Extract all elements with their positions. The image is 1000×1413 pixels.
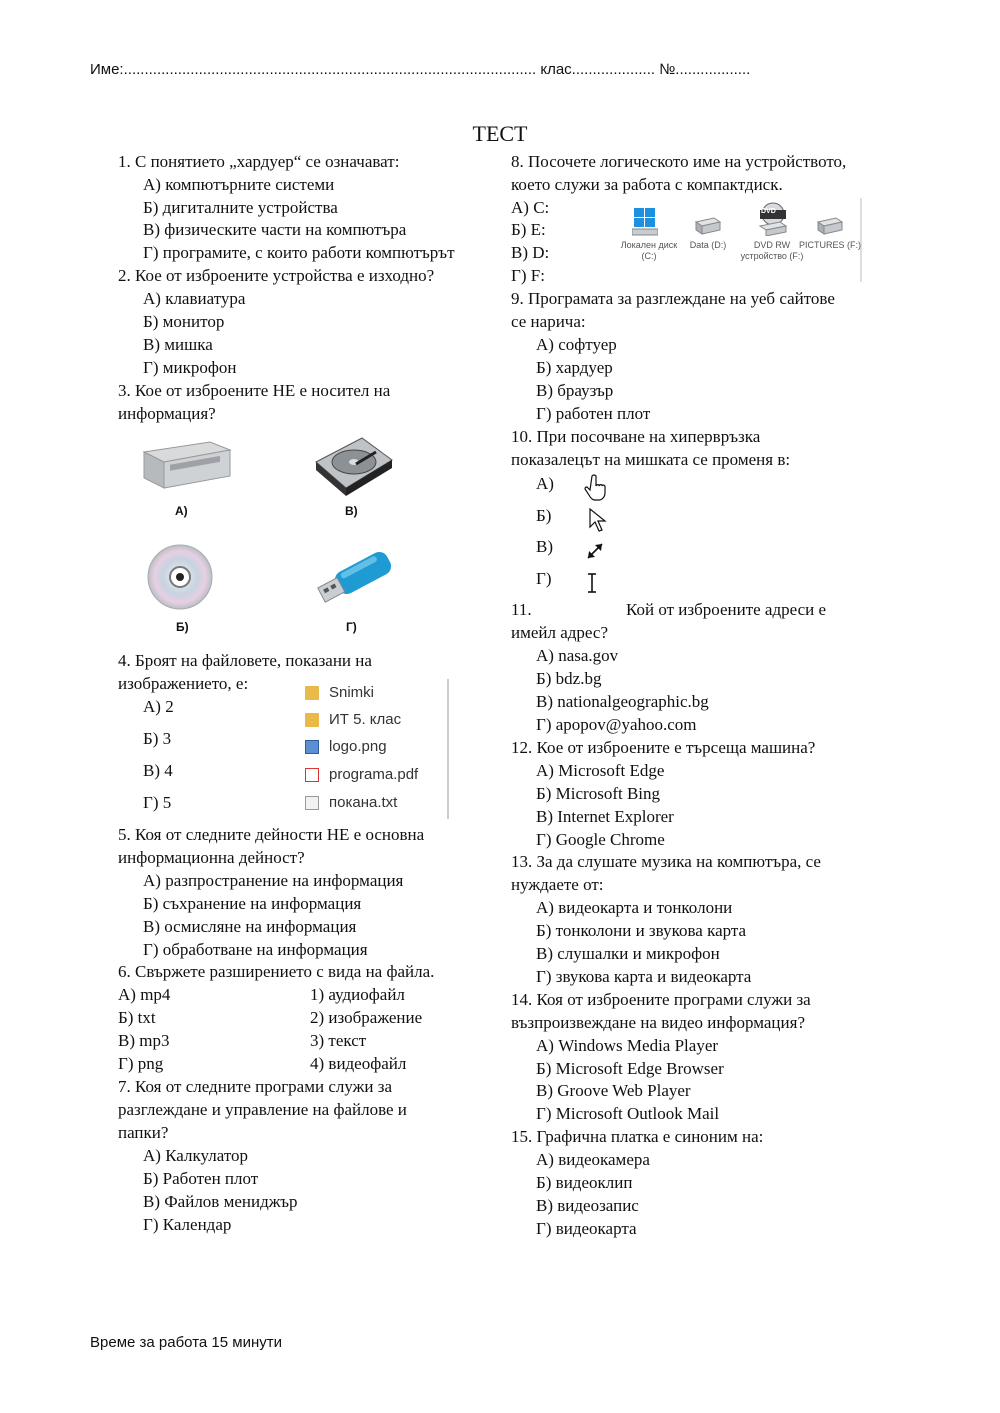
file-row (305, 681, 374, 705)
q13-option-a[interactable]: А) видеокарта и тонколони (536, 898, 733, 917)
q9-option-b[interactable]: Б) хардуер (536, 358, 613, 377)
q3-label-a: А) (175, 504, 188, 518)
q4-option-a[interactable]: А) 2 (143, 697, 174, 716)
q5-question-line2: информационна дейност? (118, 848, 305, 867)
q6-type-1[interactable]: 1) аудиофайл (310, 985, 405, 1004)
arrow-cursor-icon (588, 507, 608, 535)
q8-question-line2: което служи за работа с компактдиск. (511, 175, 783, 194)
q3-label-g: Г) (346, 620, 357, 634)
q13-option-d[interactable]: Г) звукова карта и видеокарта (536, 967, 752, 986)
q10-option-a[interactable]: А) (536, 474, 554, 493)
windows-drive-icon (632, 206, 658, 236)
hard-drive-icon (816, 216, 844, 236)
q9-option-a[interactable]: А) софтуер (536, 335, 617, 354)
q11-option-d[interactable]: Г) apopov@yahoo.com (536, 715, 697, 734)
q6-type-4[interactable]: 4) видеофайл (310, 1054, 407, 1073)
q8-option-d[interactable]: Г) F: (511, 266, 545, 285)
q4-option-c[interactable]: В) 4 (143, 761, 173, 780)
q9-question-line2: се нарича: (511, 312, 586, 331)
drives-screenshot (614, 198, 862, 282)
q12-option-d[interactable]: Г) Google Chrome (536, 830, 665, 849)
q6-type-2[interactable]: 2) изображение (310, 1008, 423, 1027)
q14-option-a[interactable]: А) Windows Media Player (536, 1036, 719, 1055)
q1-option-d[interactable]: Г) програмите, с които работи компютърът (143, 243, 455, 262)
hand-pointer-cursor-icon (584, 473, 608, 501)
q12-question: 12. Кое от изброените е търсеща машина? (511, 738, 816, 757)
q13-option-b[interactable]: Б) тонколони и звукова карта (536, 921, 747, 940)
q11-option-c[interactable]: В) nationalgeographic.bg (536, 692, 709, 711)
file-list-screenshot (295, 679, 449, 819)
q8-option-c[interactable]: В) D: (511, 243, 550, 262)
q2-option-a[interactable]: А) клавиатура (143, 289, 246, 308)
q15-option-a[interactable]: А) видеокамера (536, 1150, 650, 1169)
pdf-file-icon (305, 768, 319, 782)
file-name: покана.txt (329, 794, 398, 811)
q13-option-c[interactable]: В) слушалки и микрофон (536, 944, 720, 963)
q2-option-b[interactable]: Б) монитор (143, 312, 225, 331)
q13-question-line2: нуждаете от: (511, 875, 604, 894)
file-name: programa.pdf (329, 766, 419, 783)
q11-number: 11. (511, 600, 532, 619)
q9-option-d[interactable]: Г) работен плот (536, 404, 651, 423)
image-file-icon (305, 740, 319, 754)
q7-question-line3: папки? (118, 1123, 169, 1142)
q4-option-b[interactable]: Б) 3 (143, 729, 172, 748)
file-name: logo.png (329, 738, 387, 755)
q14-option-b[interactable]: Б) Microsoft Edge Browser (536, 1059, 724, 1078)
time-limit-note: Време за работа 15 минути (90, 1334, 282, 1351)
q14-option-c[interactable]: В) Groove Web Player (536, 1081, 691, 1100)
q5-option-d[interactable]: Г) обработване на информация (143, 940, 368, 959)
optical-drive-icon[interactable] (140, 438, 232, 498)
q10-option-c[interactable]: В) (536, 537, 553, 556)
folder-icon (305, 686, 319, 700)
file-name: Snimki (329, 684, 375, 701)
q8-option-a[interactable]: А) C: (511, 198, 550, 217)
q5-option-b[interactable]: Б) съхранение на информация (143, 894, 362, 913)
q7-option-a[interactable]: А) Калкулатор (143, 1146, 249, 1165)
q15-option-c[interactable]: В) видеозапис (536, 1196, 639, 1215)
resize-cursor-icon (584, 540, 606, 562)
q6-extension-a[interactable]: А) mp4 (118, 985, 171, 1004)
file-name: ИТ 5. клас (329, 711, 402, 728)
hard-drive-icon (694, 216, 722, 236)
q15-question: 15. Графична платка е синоним на: (511, 1127, 764, 1146)
q6-question: 6. Свържете разширението с вида на файла. (118, 962, 435, 981)
q5-question-line1: 5. Коя от следните дейности НЕ е основна (118, 825, 425, 844)
q7-option-c[interactable]: В) Файлов мениджър (143, 1192, 298, 1211)
student-info-line: Име:................................................................................................... клас.................... №.................. (90, 61, 751, 78)
q1-option-a[interactable]: А) компютърните системи (143, 175, 335, 194)
q9-question-line1: 9. Програмата за разглеждане на уеб сайтове (511, 289, 835, 308)
folder-icon (305, 713, 319, 727)
drive-label-d: Data (D:) (689, 240, 727, 250)
text-file-icon (305, 796, 319, 810)
q3-question-line1: 3. Кое от изброените НЕ е носител на (118, 381, 391, 400)
q8-question-line1: 8. Посочете логическото име на устройството, (511, 152, 847, 171)
file-row (305, 791, 397, 815)
q14-question-line1: 14. Коя от изброените програми служи за (511, 990, 811, 1009)
q4-question-line2: изображението, е: (118, 674, 249, 693)
cd-disc-icon[interactable] (146, 543, 214, 611)
text-cursor-icon (585, 571, 599, 595)
q11-question-line1: Кой от изброените адреси е (626, 600, 827, 619)
q12-option-a[interactable]: А) Microsoft Edge (536, 761, 665, 780)
q4-option-d[interactable]: Г) 5 (143, 793, 172, 812)
q1-question: 1. С понятието „хардуер“ се означават: (118, 152, 400, 171)
q11-question-line2: имейл адрес? (511, 623, 608, 642)
q1-option-c[interactable]: В) физическите части на компютъра (143, 220, 407, 239)
q10-question-line1: 10. При посочване на хипервръзка (511, 427, 761, 446)
q9-option-c[interactable]: В) браузър (536, 381, 614, 400)
page-title: ТЕСТ (472, 121, 528, 146)
q10-option-b[interactable]: Б) (536, 506, 552, 525)
drive-label-pictures: PICTURES (F:) (799, 240, 861, 250)
drive-label-c: Локален диск (C:) (620, 240, 678, 261)
q15-option-d[interactable]: Г) видеокарта (536, 1219, 637, 1238)
dvd-badge: DVD (761, 208, 776, 215)
q2-question: 2. Кое от изброените устройства е изходно? (118, 266, 435, 285)
q7-option-d[interactable]: Г) Календар (143, 1215, 232, 1234)
q3-question-line2: информация? (118, 404, 216, 423)
q11-option-a[interactable]: А) nasa.gov (536, 646, 619, 665)
q5-option-c[interactable]: В) осмисляне на информация (143, 917, 357, 936)
q5-option-a[interactable]: А) разпространение на информация (143, 871, 404, 890)
q4-question-line1: 4. Броят на файловете, показани на (118, 651, 372, 670)
hard-disk-icon[interactable] (310, 432, 395, 500)
file-row (305, 708, 401, 732)
q6-extension-b[interactable]: Б) txt (118, 1008, 156, 1027)
q6-extension-g[interactable]: Г) png (118, 1054, 164, 1073)
usb-flash-drive-icon[interactable] (312, 545, 398, 605)
q8-option-b[interactable]: Б) E: (511, 220, 546, 239)
q6-type-3[interactable]: 3) текст (310, 1031, 367, 1050)
file-row (305, 735, 387, 759)
q12-option-c[interactable]: В) Internet Explorer (536, 807, 674, 826)
file-row (305, 763, 418, 787)
q14-question-line2: възпроизвеждане на видео информация? (511, 1013, 805, 1032)
q12-option-b[interactable]: Б) Microsoft Bing (536, 784, 661, 803)
q10-question-line2: показалецът на мишката се променя в: (511, 450, 791, 469)
q2-option-d[interactable]: Г) микрофон (143, 358, 237, 377)
q2-option-c[interactable]: В) мишка (143, 335, 213, 354)
q3-label-b: Б) (176, 620, 189, 634)
q3-label-v: В) (345, 504, 358, 518)
q15-option-b[interactable]: Б) видеоклип (536, 1173, 633, 1192)
q6-extension-v[interactable]: В) mp3 (118, 1031, 170, 1050)
q7-question-line2: разглеждане и управление на файлове и (118, 1100, 407, 1119)
q7-option-b[interactable]: Б) Работен плот (143, 1169, 259, 1188)
q1-option-b[interactable]: Б) дигиталните устройства (143, 198, 338, 217)
q11-option-b[interactable]: Б) bdz.bg (536, 669, 602, 688)
drive-label-dvd: DVD RW устройство (F:) (740, 240, 804, 261)
q13-question-line1: 13. За да слушате музика на компютъра, се (511, 852, 821, 871)
q10-option-d[interactable]: Г) (536, 569, 552, 588)
q14-option-d[interactable]: Г) Microsoft Outlook Mail (536, 1104, 720, 1123)
q7-question-line1: 7. Коя от следните програми служи за (118, 1077, 392, 1096)
